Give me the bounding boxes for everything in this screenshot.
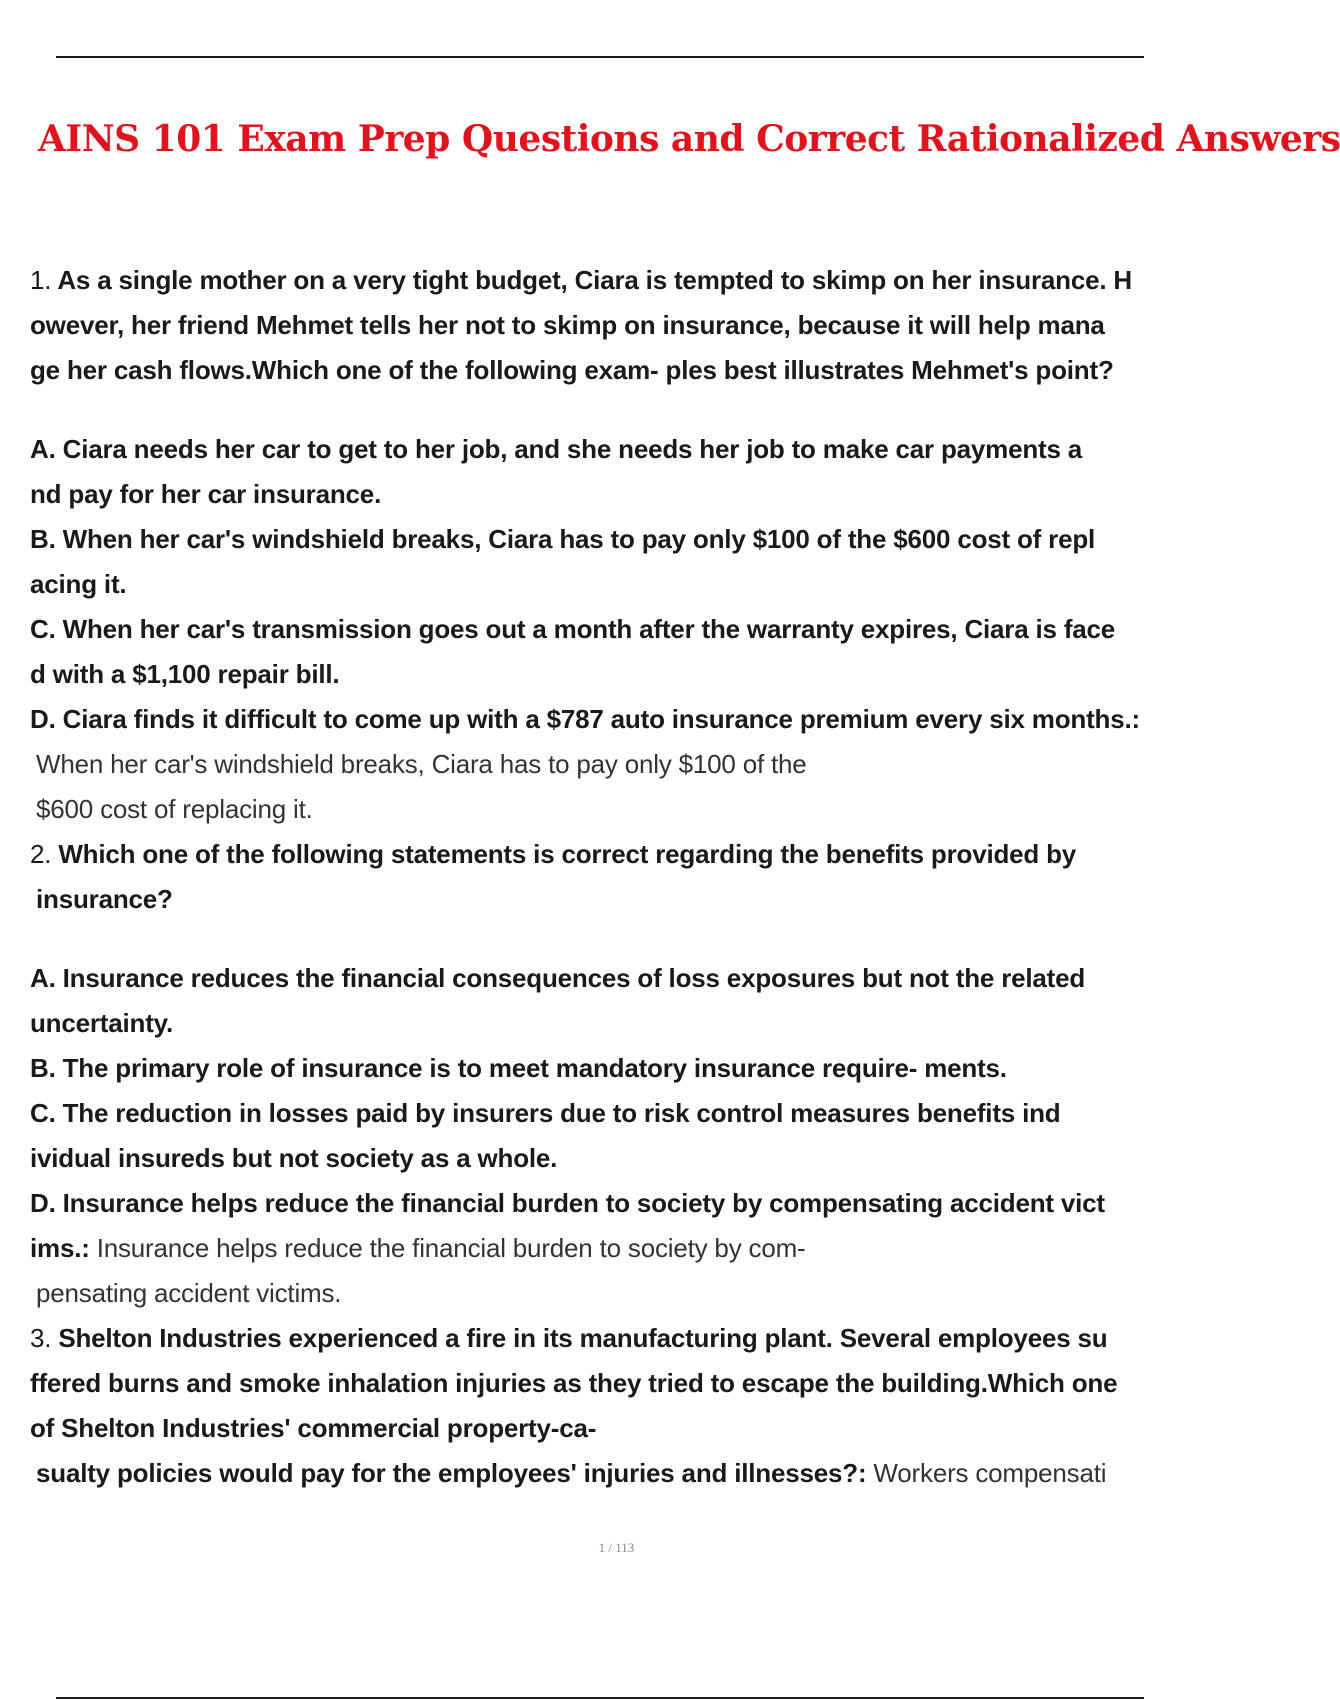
option-d-line: D. Insurance helps reduce the financial burden to society by compensating accident vict	[30, 1188, 1105, 1218]
document-body	[30, 258, 1200, 1496]
page-number: 1 / 113	[598, 1540, 635, 1555]
answer-text: Insurance helps reduce the financial burden to society by com-	[89, 1233, 806, 1263]
question-number: 3.	[30, 1323, 52, 1353]
question-3-line: of Shelton Industries' commercial property-ca-	[30, 1413, 597, 1443]
option-d-line: D. Ciara finds it difficult to come up with a $787 auto insurance premium every six months.:	[30, 704, 1140, 734]
option-a-line: A. Ciara needs her car to get to her job, and she needs her job to make car payments a	[30, 434, 1083, 464]
option-d-answer-line: ims.: Insurance helps reduce the financial burden to society by com-	[30, 1233, 806, 1263]
question-1-line: ge her cash flows.Which one of the following exam- ples best illustrates Mehmet's point?	[30, 355, 1114, 385]
answer-line: When her car's windshield breaks, Ciara has to pay only $100 of the	[36, 749, 807, 779]
question-1-line: 1. As a single mother on a very tight budget, Ciara is tempted to skimp on her insurance. H	[30, 265, 1132, 295]
document-title: AINS 101 Exam Prep Questions and Correct Rationalized Answers	[38, 118, 1340, 160]
option-a-line: uncertainty.	[30, 1008, 174, 1038]
question-number: 1.	[30, 265, 52, 295]
question-2-line: 2. Which one of the following statements is correct regarding the benefits provided by	[30, 839, 1077, 869]
option-c-line: C. The reduction in losses paid by insurers due to risk control measures benefits ind	[30, 1098, 1061, 1128]
answer-line: $600 cost of replacing it.	[36, 794, 313, 824]
question-1-line: owever, her friend Mehmet tells her not to skimp on insurance, because it will help mana	[30, 310, 1105, 340]
option-a-line: nd pay for her car insurance.	[30, 479, 382, 509]
option-a-line: A. Insurance reduces the financial consequences of loss exposures but not the related	[30, 963, 1086, 993]
question-2-line: insurance?	[36, 884, 173, 914]
top-rule	[56, 56, 1144, 58]
question-3-answer-line: sualty policies would pay for the employees' injuries and illnesses?: Workers compensati	[36, 1458, 1107, 1488]
option-b-line: acing it.	[30, 569, 127, 599]
option-b-line: B. The primary role of insurance is to meet mandatory insurance require- ments.	[30, 1053, 1007, 1083]
question-number: 2.	[30, 839, 52, 869]
option-c-line: C. When her car's transmission goes out a month after the warranty expires, Ciara is face	[30, 614, 1116, 644]
option-b-line: B. When her car's windshield breaks, Ciara has to pay only $100 of the $600 cost of repl	[30, 524, 1096, 554]
answer-line: pensating accident victims.	[36, 1278, 342, 1308]
question-3-line: ffered burns and smoke inhalation injuries as they tried to escape the building.Which one	[30, 1368, 1118, 1398]
bottom-rule	[56, 1697, 1144, 1699]
question-3-line: 3. Shelton Industries experienced a fire in its manufacturing plant. Several employees su	[30, 1323, 1108, 1353]
option-c-line: d with a $1,100 repair bill.	[30, 659, 340, 689]
answer-text: Workers compensati	[866, 1458, 1107, 1488]
option-c-line: ividual insureds but not society as a whole.	[30, 1143, 558, 1173]
